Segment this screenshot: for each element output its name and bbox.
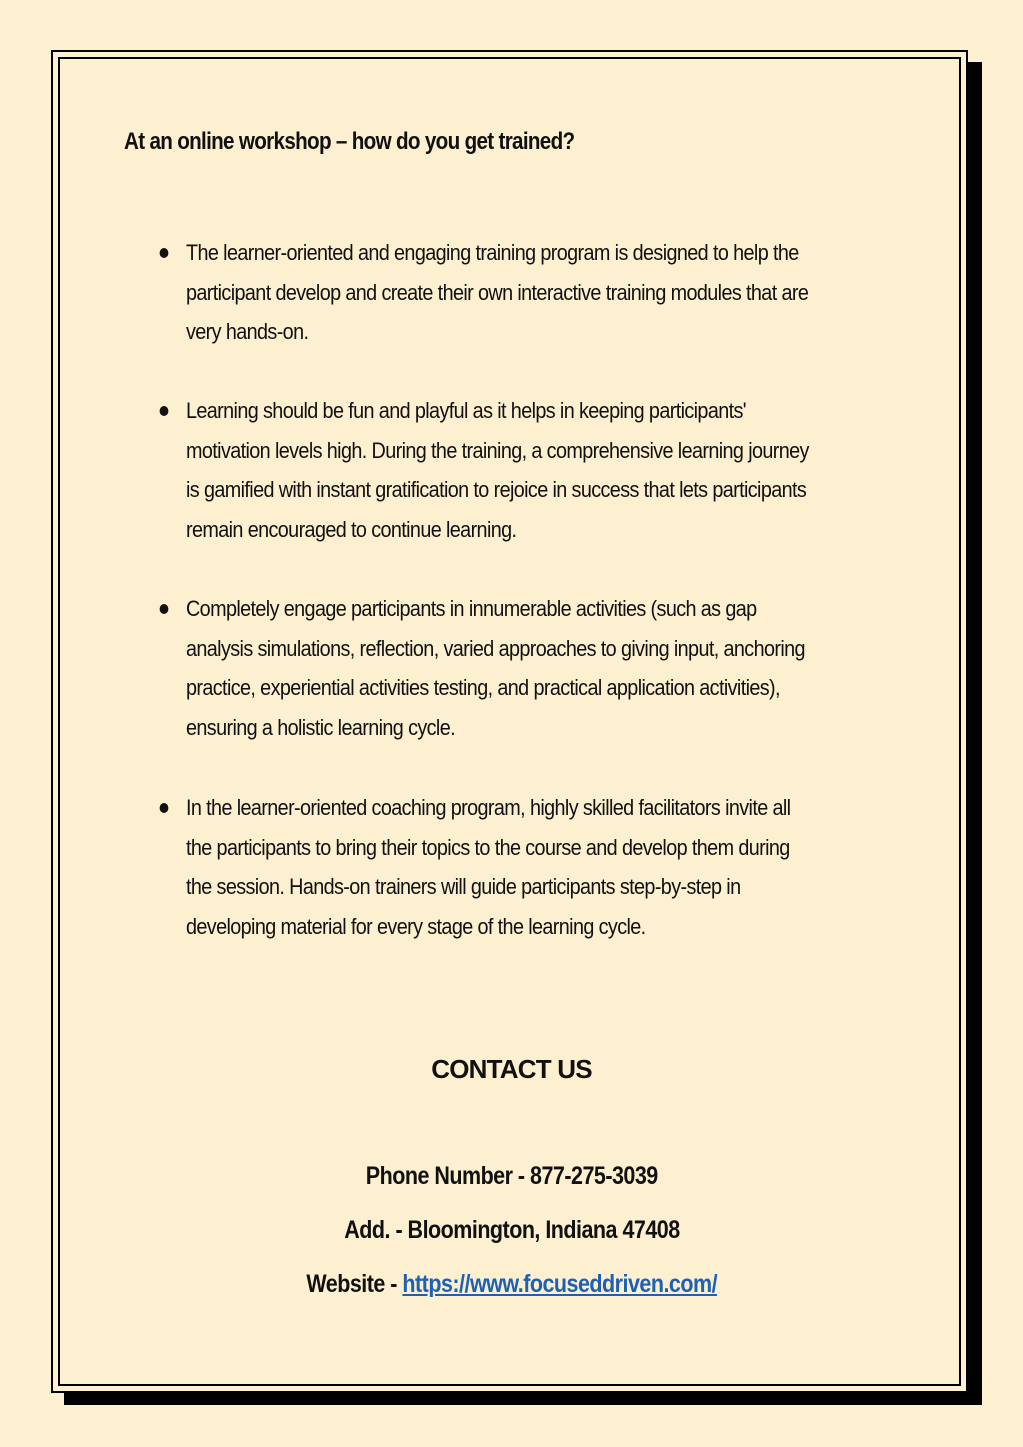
bullet-item-coaching-program: In the learner-oriented coaching program, highly skilled facilitators invite all the participants to bring their topics to the course and develop them during the session. Hands-on trainers will guide participants step-by-step in developing material for every stage of the learning cycle.: [186, 788, 820, 946]
contact-address: [0, 1216, 1023, 1245]
contact-address-text: Add. - Bloomington, Indiana 47408: [343, 1216, 680, 1244]
website-link[interactable]: https://www.focuseddriven.com/: [402, 1270, 717, 1298]
bullet-item-engage-activities: Completely engage participants in innumerable activities (such as gap analysis simulations, reflection, varied approaches to giving input, anchoring practice, experiential activities testing, and practical application activities), ensuring a holistic learning cycle.: [186, 589, 820, 747]
contact-website: [0, 1270, 1023, 1299]
contact-phone-text: Phone Number - 877-275-3039: [365, 1162, 658, 1190]
contact-website-row: [306, 1270, 717, 1299]
contact-title: CONTACT US: [431, 1054, 592, 1084]
bullet-item-fun-learning: Learning should be fun and playful as it helps in keeping participants' motivation levels high. During the training, a comprehensive learning journey is gamified with instant gratification to rejoice in success that lets participants remain encouraged to continue learning.: [186, 391, 820, 549]
page-heading: At an online workshop – how do you get trained?: [124, 128, 575, 155]
contact-phone: [0, 1162, 1023, 1191]
bullet-item-program: The learner-oriented and engaging training program is designed to help the participant develop and create their own interactive training modules that are very hands-on.: [186, 233, 820, 352]
contact-website-label: Website -: [306, 1270, 403, 1298]
